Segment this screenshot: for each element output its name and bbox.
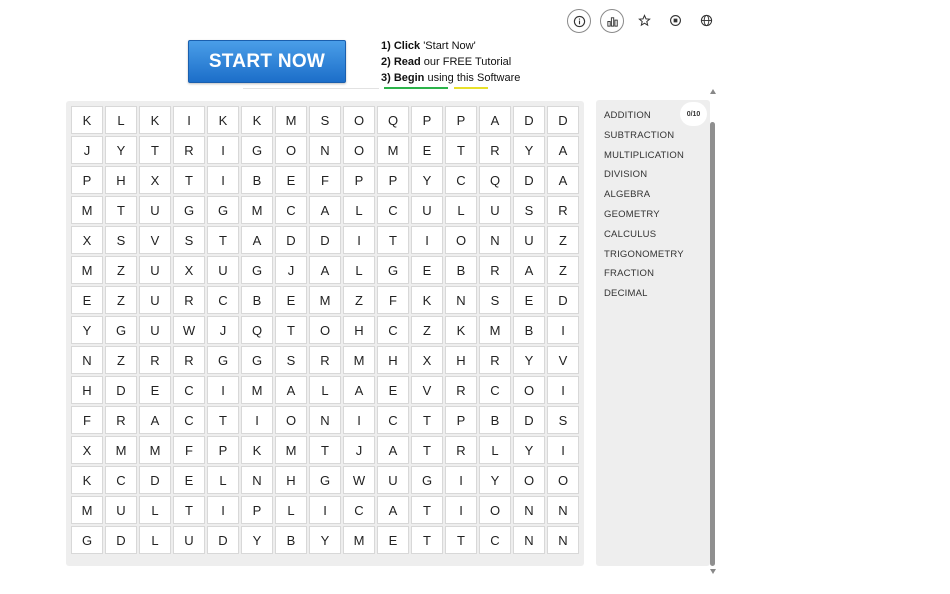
grid-cell[interactable]: G — [411, 466, 443, 494]
grid-cell[interactable]: L — [445, 196, 477, 224]
grid-cell[interactable]: T — [207, 406, 239, 434]
start-now-button[interactable]: START NOW — [188, 40, 346, 83]
word-item: FRACTION — [604, 268, 655, 280]
grid-cell[interactable]: A — [309, 256, 341, 284]
scroll-up-arrow[interactable] — [710, 89, 716, 94]
word-item: SUBTRACTION — [604, 129, 675, 141]
grid-cell[interactable]: G — [173, 196, 205, 224]
grid-cell[interactable]: A — [513, 256, 545, 284]
grid-cell[interactable]: Z — [105, 346, 137, 374]
grid-cell[interactable]: N — [547, 496, 579, 524]
letter-grid[interactable] — [71, 106, 579, 554]
ad-instructions[interactable] — [381, 38, 520, 86]
grid-cell[interactable]: M — [275, 106, 307, 134]
grid-cell[interactable]: F — [309, 166, 341, 194]
grid-cell[interactable]: Y — [309, 526, 341, 554]
ad-step-2: 2) Read our FREE Tutorial — [381, 56, 512, 68]
grid-cell[interactable]: I — [411, 226, 443, 254]
word-item: ALGEBRA — [604, 189, 651, 201]
found-counter: 0/10 — [680, 102, 707, 126]
grid-cell[interactable]: T — [445, 136, 477, 164]
grid-cell[interactable]: B — [445, 256, 477, 284]
grid-cell[interactable]: T — [377, 226, 409, 254]
grid-cell[interactable]: P — [411, 106, 443, 134]
grid-cell[interactable]: I — [309, 496, 341, 524]
grid-cell[interactable]: K — [71, 466, 103, 494]
grid-cell[interactable]: H — [275, 466, 307, 494]
grid-cell[interactable]: E — [275, 166, 307, 194]
grid-cell[interactable]: H — [105, 166, 137, 194]
grid-cell[interactable]: T — [411, 526, 443, 554]
grid-cell[interactable]: U — [139, 316, 171, 344]
grid-cell[interactable]: Z — [105, 256, 137, 284]
grid-cell[interactable]: R — [105, 406, 137, 434]
grid-cell[interactable]: B — [513, 316, 545, 344]
grid-cell[interactable]: I — [547, 436, 579, 464]
grid-cell[interactable]: V — [411, 376, 443, 404]
grid-cell[interactable]: F — [173, 436, 205, 464]
grid-cell[interactable]: Y — [411, 166, 443, 194]
grid-cell[interactable]: N — [309, 406, 341, 434]
grid-cell[interactable]: R — [173, 286, 205, 314]
globe-icon[interactable] — [695, 9, 717, 31]
grid-cell[interactable]: W — [173, 316, 205, 344]
grid-cell[interactable]: Y — [479, 466, 511, 494]
grid-cell[interactable]: O — [547, 466, 579, 494]
grid-cell[interactable]: C — [105, 466, 137, 494]
grid-cell[interactable]: S — [479, 286, 511, 314]
grid-cell[interactable]: D — [513, 406, 545, 434]
grid-cell[interactable]: L — [275, 496, 307, 524]
grid-cell[interactable]: J — [207, 316, 239, 344]
grid-cell[interactable]: G — [207, 346, 239, 374]
grid-cell[interactable]: I — [207, 376, 239, 404]
grid-cell[interactable]: G — [71, 526, 103, 554]
grid-cell[interactable]: K — [207, 106, 239, 134]
grid-cell[interactable]: B — [241, 166, 273, 194]
grid-cell[interactable]: N — [71, 346, 103, 374]
grid-cell[interactable]: P — [445, 406, 477, 434]
grid-cell[interactable]: F — [71, 406, 103, 434]
grid-cell[interactable]: N — [479, 226, 511, 254]
grid-cell[interactable]: I — [445, 496, 477, 524]
grid-cell[interactable]: V — [139, 226, 171, 254]
grid-cell[interactable]: I — [241, 406, 273, 434]
grid-cell[interactable]: A — [275, 376, 307, 404]
grid-cell[interactable]: R — [173, 346, 205, 374]
grid-cell[interactable]: O — [275, 136, 307, 164]
grid-cell[interactable]: T — [411, 406, 443, 434]
grid-cell[interactable]: Z — [343, 286, 375, 314]
grid-cell[interactable]: I — [547, 376, 579, 404]
grid-cell[interactable]: G — [377, 256, 409, 284]
grid-cell[interactable]: P — [71, 166, 103, 194]
grid-cell[interactable]: E — [411, 136, 443, 164]
grid-cell[interactable]: A — [343, 376, 375, 404]
ad-step-1: 1) Click 'Start Now' — [381, 40, 476, 52]
grid-cell[interactable]: I — [173, 106, 205, 134]
grid-cell[interactable]: H — [445, 346, 477, 374]
word-item: DECIMAL — [604, 288, 648, 300]
grid-cell[interactable]: O — [343, 136, 375, 164]
grid-cell[interactable]: E — [71, 286, 103, 314]
grid-cell[interactable]: O — [275, 406, 307, 434]
grid-cell[interactable]: X — [173, 256, 205, 284]
grid-cell[interactable]: T — [411, 436, 443, 464]
grid-cell[interactable]: U — [173, 526, 205, 554]
grid-cell[interactable]: I — [207, 496, 239, 524]
grid-cell[interactable]: Z — [547, 226, 579, 254]
grid-cell[interactable]: A — [139, 406, 171, 434]
grid-cell[interactable]: A — [547, 136, 579, 164]
grid-cell[interactable]: G — [241, 256, 273, 284]
word-item: TRIGONOMETRY — [604, 248, 684, 260]
grid-cell[interactable]: K — [445, 316, 477, 344]
grid-cell[interactable]: T — [207, 226, 239, 254]
grid-cell[interactable]: D — [309, 226, 341, 254]
grid-cell[interactable]: C — [207, 286, 239, 314]
grid-cell[interactable]: L — [343, 256, 375, 284]
grid-cell[interactable]: C — [173, 376, 205, 404]
grid-cell[interactable]: L — [309, 376, 341, 404]
grid-cell[interactable]: O — [513, 376, 545, 404]
scroll-down-arrow[interactable] — [710, 569, 716, 574]
grid-cell[interactable]: Q — [241, 316, 273, 344]
grid-cell[interactable]: T — [139, 136, 171, 164]
grid-cell[interactable]: J — [71, 136, 103, 164]
ad-underline-green — [384, 87, 448, 89]
grid-cell[interactable]: S — [105, 226, 137, 254]
grid-cell[interactable]: O — [343, 106, 375, 134]
grid-cell[interactable]: A — [309, 196, 341, 224]
grid-cell[interactable]: Z — [547, 256, 579, 284]
grid-cell[interactable]: C — [377, 196, 409, 224]
grid-cell[interactable]: D — [547, 286, 579, 314]
grid-cell[interactable]: B — [275, 526, 307, 554]
grid-cell[interactable]: M — [241, 376, 273, 404]
grid-cell[interactable]: X — [139, 166, 171, 194]
grid-cell[interactable]: O — [445, 226, 477, 254]
grid-cell[interactable]: K — [71, 106, 103, 134]
word-list — [604, 110, 684, 308]
grid-cell[interactable]: M — [309, 286, 341, 314]
grid-cell[interactable]: Z — [105, 286, 137, 314]
grid-cell[interactable]: M — [241, 196, 273, 224]
grid-cell[interactable]: P — [207, 436, 239, 464]
star-icon[interactable] — [633, 9, 655, 31]
word-item: DIVISION — [604, 169, 648, 181]
grid-cell[interactable]: D — [513, 166, 545, 194]
grid-cell[interactable]: M — [377, 136, 409, 164]
grid-cell[interactable]: S — [275, 346, 307, 374]
grid-cell[interactable]: U — [377, 466, 409, 494]
top-toolbar — [567, 9, 717, 33]
grid-cell[interactable]: R — [479, 136, 511, 164]
grid-cell[interactable]: N — [513, 496, 545, 524]
grid-cell[interactable]: U — [139, 196, 171, 224]
grid-cell[interactable]: I — [343, 406, 375, 434]
divider — [243, 88, 379, 89]
grid-cell[interactable]: R — [547, 196, 579, 224]
grid-cell[interactable]: R — [139, 346, 171, 374]
grid-cell[interactable]: R — [445, 436, 477, 464]
grid-cell[interactable]: S — [547, 406, 579, 434]
grid-cell[interactable]: O — [479, 496, 511, 524]
grid-cell[interactable]: E — [513, 286, 545, 314]
grid-cell[interactable]: D — [547, 106, 579, 134]
grid-cell[interactable]: T — [173, 166, 205, 194]
grid-cell[interactable]: F — [377, 286, 409, 314]
word-item: CALCULUS — [604, 228, 657, 240]
word-item: GEOMETRY — [604, 208, 660, 220]
grid-cell[interactable]: L — [139, 496, 171, 524]
grid-cell[interactable]: R — [479, 256, 511, 284]
grid-cell[interactable]: U — [513, 226, 545, 254]
grid-cell[interactable]: P — [377, 166, 409, 194]
info-icon[interactable] — [567, 9, 591, 33]
grid-cell[interactable]: I — [343, 226, 375, 254]
grid-cell[interactable]: Y — [513, 136, 545, 164]
grid-cell[interactable]: N — [513, 526, 545, 554]
grid-cell[interactable]: Y — [241, 526, 273, 554]
grid-cell[interactable]: H — [71, 376, 103, 404]
grid-cell[interactable]: N — [241, 466, 273, 494]
grid-cell[interactable]: E — [377, 526, 409, 554]
grid-cell[interactable]: U — [207, 256, 239, 284]
grid-cell[interactable]: K — [411, 286, 443, 314]
grid-cell[interactable]: Y — [513, 346, 545, 374]
grid-cell[interactable]: D — [139, 466, 171, 494]
grid-cell[interactable]: J — [343, 436, 375, 464]
grid-cell[interactable]: M — [71, 256, 103, 284]
grid-cell[interactable]: Q — [479, 166, 511, 194]
grid-cell[interactable]: D — [275, 226, 307, 254]
grid-cell[interactable]: A — [241, 226, 273, 254]
grid-cell[interactable]: D — [207, 526, 239, 554]
grid-cell[interactable]: U — [105, 496, 137, 524]
grid-cell[interactable]: A — [377, 496, 409, 524]
ad-underline-yellow — [454, 87, 488, 89]
grid-cell[interactable]: T — [275, 316, 307, 344]
grid-cell[interactable]: C — [275, 196, 307, 224]
grid-cell[interactable]: A — [377, 436, 409, 464]
grid-cell[interactable]: C — [343, 496, 375, 524]
grid-cell[interactable]: T — [445, 526, 477, 554]
grid-cell[interactable]: K — [139, 106, 171, 134]
grid-cell[interactable]: Y — [513, 436, 545, 464]
grid-cell[interactable]: I — [547, 316, 579, 344]
word-list-panel — [596, 100, 710, 566]
grid-cell[interactable]: R — [479, 346, 511, 374]
grid-cell[interactable]: S — [513, 196, 545, 224]
grid-cell[interactable]: E — [411, 256, 443, 284]
grid-cell[interactable]: K — [241, 106, 273, 134]
grid-cell[interactable]: C — [173, 406, 205, 434]
grid-cell[interactable]: R — [173, 136, 205, 164]
grid-cell[interactable]: S — [309, 106, 341, 134]
grid-cell[interactable]: M — [343, 526, 375, 554]
grid-cell[interactable]: G — [241, 136, 273, 164]
grid-cell[interactable]: U — [139, 286, 171, 314]
grid-cell[interactable]: B — [241, 286, 273, 314]
word-item: MULTIPLICATION — [604, 149, 685, 161]
scrollbar-thumb[interactable] — [710, 122, 715, 566]
grid-cell[interactable]: C — [377, 406, 409, 434]
grid-cell[interactable]: R — [445, 376, 477, 404]
grid-cell[interactable]: I — [445, 466, 477, 494]
grid-cell[interactable]: T — [309, 436, 341, 464]
grid-cell[interactable]: I — [207, 166, 239, 194]
grid-cell[interactable]: H — [377, 346, 409, 374]
grid-cell[interactable]: H — [343, 316, 375, 344]
grid-cell[interactable]: N — [309, 136, 341, 164]
grid-cell[interactable]: C — [445, 166, 477, 194]
grid-cell[interactable]: Z — [411, 316, 443, 344]
grid-cell[interactable]: W — [343, 466, 375, 494]
grid-cell[interactable]: V — [547, 346, 579, 374]
puzzle-board — [66, 101, 584, 566]
word-item: ADDITION — [604, 110, 651, 121]
grid-cell[interactable]: T — [173, 496, 205, 524]
grid-cell[interactable]: C — [479, 376, 511, 404]
grid-cell[interactable]: B — [479, 406, 511, 434]
ad-step-3: 3) Begin using this Software — [381, 72, 521, 84]
grid-cell[interactable]: G — [241, 346, 273, 374]
grid-cell[interactable]: P — [445, 106, 477, 134]
grid-cell[interactable]: M — [71, 196, 103, 224]
grid-cell[interactable]: D — [105, 526, 137, 554]
grid-cell[interactable]: M — [139, 436, 171, 464]
grid-cell[interactable]: C — [377, 316, 409, 344]
grid-cell[interactable]: T — [105, 196, 137, 224]
grid-cell[interactable]: N — [445, 286, 477, 314]
grid-cell[interactable]: C — [479, 526, 511, 554]
grid-cell[interactable]: S — [173, 226, 205, 254]
grid-cell[interactable]: O — [513, 466, 545, 494]
grid-cell[interactable]: L — [479, 436, 511, 464]
grid-cell[interactable]: P — [343, 166, 375, 194]
grid-cell[interactable]: E — [173, 466, 205, 494]
grid-cell[interactable]: M — [343, 346, 375, 374]
grid-cell[interactable]: D — [105, 376, 137, 404]
grid-cell[interactable]: L — [343, 196, 375, 224]
puzzle-icon[interactable] — [664, 9, 686, 31]
grid-cell[interactable]: M — [275, 436, 307, 464]
grid-cell[interactable]: Y — [105, 136, 137, 164]
grid-cell[interactable]: U — [479, 196, 511, 224]
grid-cell[interactable]: R — [309, 346, 341, 374]
grid-cell[interactable]: E — [139, 376, 171, 404]
grid-cell[interactable]: E — [377, 376, 409, 404]
grid-cell[interactable]: E — [275, 286, 307, 314]
grid-cell[interactable]: X — [71, 436, 103, 464]
grid-cell[interactable]: A — [479, 106, 511, 134]
grid-cell[interactable]: L — [105, 106, 137, 134]
grid-cell[interactable]: G — [309, 466, 341, 494]
grid-cell[interactable]: I — [207, 136, 239, 164]
grid-cell[interactable]: A — [547, 166, 579, 194]
grid-cell[interactable]: K — [241, 436, 273, 464]
grid-cell[interactable]: N — [547, 526, 579, 554]
grid-cell[interactable]: M — [479, 316, 511, 344]
grid-cell[interactable]: Q — [377, 106, 409, 134]
grid-cell[interactable]: P — [241, 496, 273, 524]
grid-cell[interactable]: M — [71, 496, 103, 524]
grid-cell[interactable]: Y — [71, 316, 103, 344]
grid-cell[interactable]: T — [411, 496, 443, 524]
grid-cell[interactable]: U — [139, 256, 171, 284]
grid-cell[interactable]: D — [513, 106, 545, 134]
grid-cell[interactable]: X — [71, 226, 103, 254]
grid-cell[interactable]: O — [309, 316, 341, 344]
grid-cell[interactable]: U — [411, 196, 443, 224]
grid-cell[interactable]: G — [105, 316, 137, 344]
grid-cell[interactable]: G — [207, 196, 239, 224]
grid-cell[interactable]: J — [275, 256, 307, 284]
chart-icon[interactable] — [600, 9, 624, 33]
grid-cell[interactable]: L — [207, 466, 239, 494]
grid-cell[interactable]: X — [411, 346, 443, 374]
grid-cell[interactable]: L — [139, 526, 171, 554]
grid-cell[interactable]: M — [105, 436, 137, 464]
